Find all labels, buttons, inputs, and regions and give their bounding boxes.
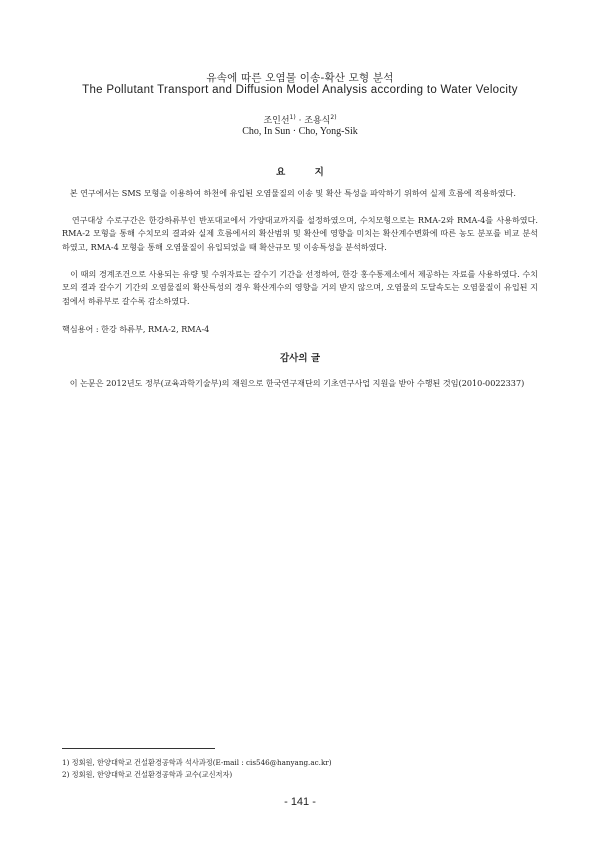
abstract-heading: 요 지 [276,167,324,178]
title-english: The Pollutant Transport and Diffusion Model Analysis according to Water Velocity [82,84,518,96]
keywords: 핵심용어 : 한강 하류부, RMA-2, RMA-4 [62,324,210,334]
author-1-footnote-mark: 1) [289,114,296,121]
abstract-paragraph-2: 연구대상 수로구간은 한강하류부인 반포대교에서 가양대교까지를 설정하였으며, 수치모형으로는 RMA-2와 RMA-4를 사용하였다. RMA-2 모형을 통해 수치모의 결과와 실제 흐름에서의 확산범위 및 확산에 영향을 미치는 확산계수변화에 따른 농도 분포를 비교 분석하였고, RMA-4 모형을 통해 오염물질이 유입되었을 때 확산규모 및 이송특성을 분석하였다. [62,215,539,252]
abstract-paragraph-3: 이 때의 경계조건으로 사용되는 유량 및 수위자료는 갈수기 기간을 선정하여, 한강 홍수통제소에서 제공하는 자료를 사용하였다. 수치모의 결과 갈수기 기간의 오염물질의 확산특성의 경우 확산계수의 영향을 거의 받지 않으며, 오염물의 도달속도는 오염물질이 유입된 지점에서 하류부로 갈수록 감소하였다. [62,269,538,306]
acknowledgement-text: 이 논문은 2012년도 정부(교육과학기술부)의 재원으로 한국연구재단의 기초연구사업 지원을 받아 수행된 것임(2010-0022337) [69,378,525,388]
authors-english: Cho, In Sun · Cho, Yong-Sik [242,126,358,137]
acknowledgement-heading: 감사의 글 [279,353,320,364]
author-1-name: 조인선 [263,116,290,126]
footnote-2: 2) 정회원, 한양대학교 건설환경공학과 교수(교신저자) [62,770,233,779]
page-number: - 141 - [284,796,316,808]
footnote-1: 1) 정회원, 한양대학교 건설환경공학과 석사과정(E-mail : cis546@hanyang.ac.kr) [62,758,332,767]
abstract-paragraph-1: 본 연구에서는 SMS 모형을 이용하여 하천에 유입된 오염물질의 이송 및 확산 특성을 파악하기 위하여 실제 흐름에 적용하였다. [69,188,516,198]
authors-korean [0,113,600,126]
author-2-footnote-mark: 2) [330,114,337,121]
author-2-name: 조용식 [304,116,331,126]
author-separator: · [295,116,305,126]
title-korean: 유속에 따른 오염물 이송-확산 모형 분석 [206,72,394,84]
footnote-divider [62,748,215,749]
